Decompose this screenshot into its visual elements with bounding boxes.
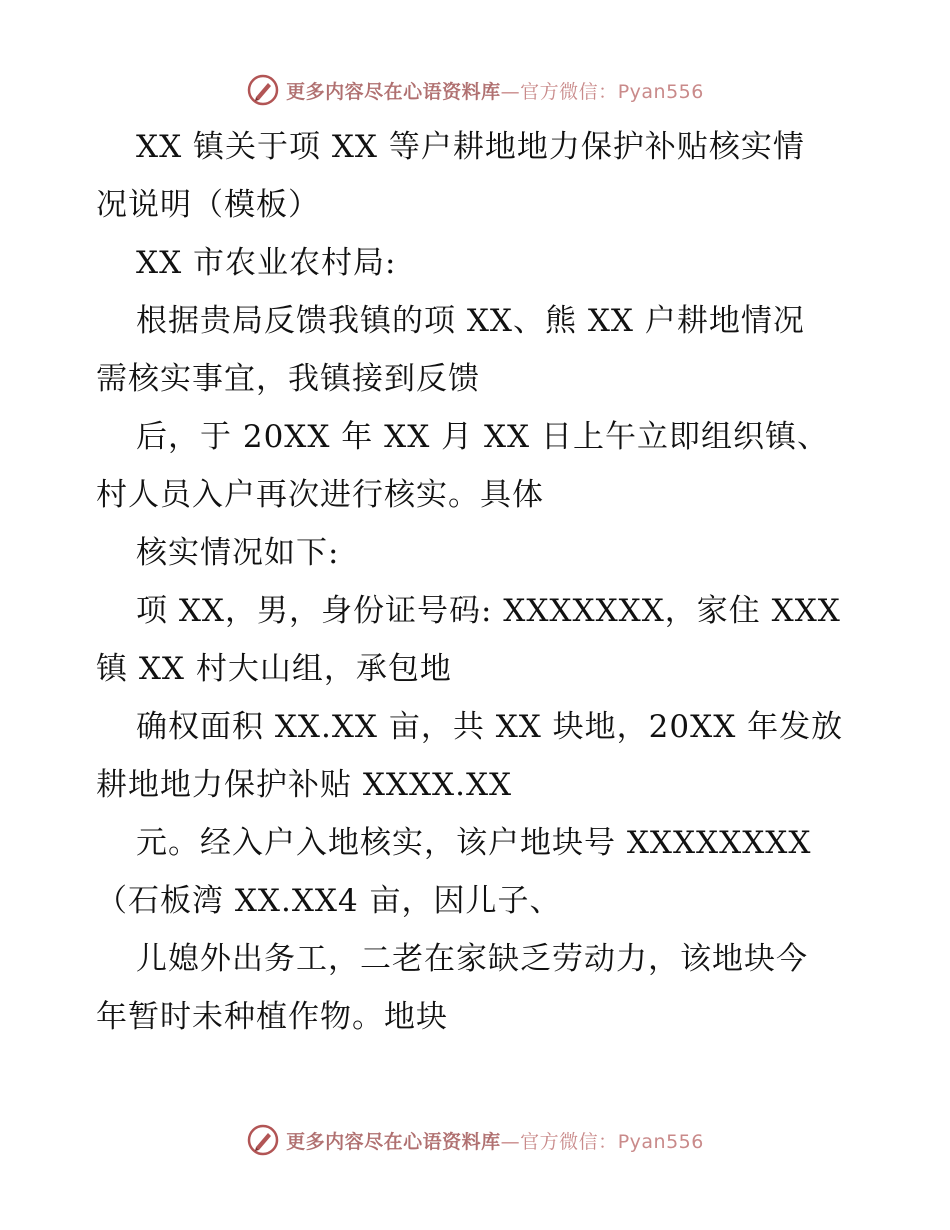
text-line: 镇 XX 村大山组，承包地: [96, 651, 452, 687]
text-line: 况说明（模板）: [96, 187, 320, 223]
banner-text: [286, 77, 704, 104]
banner-wechat-id: Pyan556: [617, 80, 704, 103]
footer-banner: [0, 1120, 950, 1160]
text-line: （石板湾 XX.XX4 亩，因儿子、: [96, 883, 562, 919]
banner-dash: —: [500, 1130, 521, 1153]
text-line: 确权面积 XX.XX 亩，共 XX 块地，20XX 年发放: [136, 709, 844, 745]
banner-official: 官方微信：: [520, 1130, 618, 1153]
banner-text: [286, 1127, 704, 1154]
banner-wechat-id: Pyan556: [617, 1130, 704, 1153]
document-body: [96, 118, 866, 1046]
text-line: 需核实事宜，我镇接到反馈: [96, 361, 480, 397]
banner-dash: —: [500, 80, 521, 103]
banner-official: 官方微信：: [520, 80, 618, 103]
text-line: 年暂时未种植作物。地块: [96, 999, 448, 1035]
banner-main: 更多内容尽在心语资料库: [286, 1130, 501, 1153]
text-line: 根据贵局反馈我镇的项 XX、熊 XX 户耕地情况: [136, 303, 805, 339]
text-line: 后，于 20XX 年 XX 月 XX 日上午立即组织镇、: [136, 419, 829, 455]
text-line: 儿媳外出务工，二老在家缺乏劳动力，该地块今: [136, 941, 808, 977]
pen-logo-icon: [246, 1123, 280, 1157]
text-line: 元。经入户入地核实，该户地块号 XXXXXXXX: [136, 825, 812, 861]
text-line: XX 镇关于项 XX 等户耕地地力保护补贴核实情: [136, 129, 805, 165]
text-line: 核实情况如下:: [136, 535, 340, 571]
text-line: 耕地地力保护补贴 XXXX.XX: [96, 767, 513, 803]
header-banner: [0, 70, 950, 110]
text-line: 项 XX，男，身份证号码: XXXXXXX，家住 XXX: [136, 593, 841, 629]
text-line: 村人员入户再次进行核实。具体: [96, 477, 544, 513]
text-line: XX 市农业农村局:: [136, 245, 397, 281]
pen-logo-icon: [246, 73, 280, 107]
banner-main: 更多内容尽在心语资料库: [286, 80, 501, 103]
